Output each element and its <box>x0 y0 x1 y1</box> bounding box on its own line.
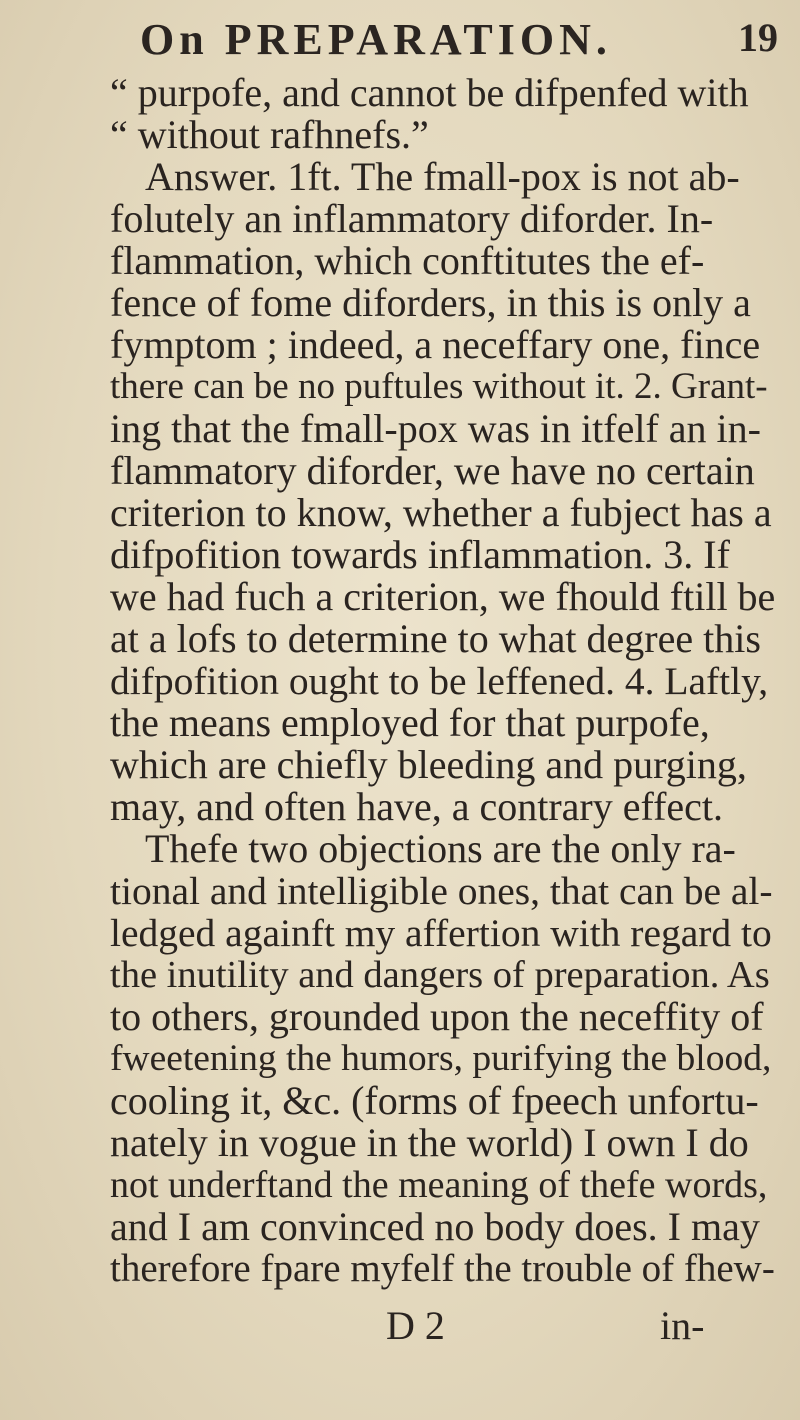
text-line: which are chiefly bleeding and purging, <box>110 742 747 787</box>
text-line: not underftand the meaning of thefe words, <box>110 1164 768 1206</box>
text-line: fweetening the humors, purifying the blood, <box>110 1038 772 1079</box>
text-line: folutely an inflammatory diforder. In- <box>110 196 714 241</box>
text-line: “ without rafhnefs.” <box>110 112 429 157</box>
text-line: tional and intelligible ones, that can be al- <box>110 869 773 913</box>
page-number: 19 <box>738 15 778 60</box>
catchword: in- <box>660 1303 705 1348</box>
text-line: fymptom ; indeed, a neceffary one, fince <box>110 322 761 367</box>
text-line: Thefe two objections are the only ra- <box>145 826 736 871</box>
text-line: may, and often have, a contrary effect. <box>110 784 724 829</box>
page-header <box>140 14 800 64</box>
text-line: ledged againft my affertion with regard to <box>110 911 772 955</box>
running-title: On PREPARATION. <box>140 15 612 64</box>
text-line: cooling it, &c. (forms of fpeech unfortu- <box>110 1078 759 1123</box>
page-footer <box>0 1302 800 1352</box>
text-line: the inutility and dangers of preparation. As <box>110 954 770 996</box>
text-line: difpofition towards inflammation. 3. If <box>110 532 730 577</box>
text-line: “ purpofe, and cannot be difpenfed with <box>110 70 749 115</box>
text-line: flammatory diforder, we have no certain <box>110 448 755 493</box>
text-line: we had fuch a criterion, we fhould ftill be <box>110 574 776 619</box>
text-line: difpofition ought to be leffened. 4. Laftly, <box>110 659 769 703</box>
text-line: the means employed for that purpofe, <box>110 700 710 745</box>
signature-mark: D 2 <box>386 1303 445 1348</box>
text-line: to others, grounded upon the neceffity of <box>110 994 764 1039</box>
text-line: ing that the fmall-pox was in itfelf an in- <box>110 406 761 451</box>
text-line: therefore fpare myfelf the trouble of fhew- <box>110 1247 775 1290</box>
text-line: flammation, which conftitutes the ef- <box>110 238 705 283</box>
text-line: Answer. 1ft. The fmall-pox is not ab- <box>145 154 740 199</box>
text-line: nately in vogue in the world) I own I do <box>110 1120 749 1165</box>
text-line: and I am convinced no body does. I may <box>110 1204 760 1249</box>
text-line: there can be no puftules without it. 2. Grant- <box>110 366 768 407</box>
text-line: fence of fome diforders, in this is only a <box>110 280 751 325</box>
text-line: at a lofs to determine to what degree this <box>110 616 761 661</box>
text-line: criterion to know, whether a fubject has a <box>110 490 772 535</box>
